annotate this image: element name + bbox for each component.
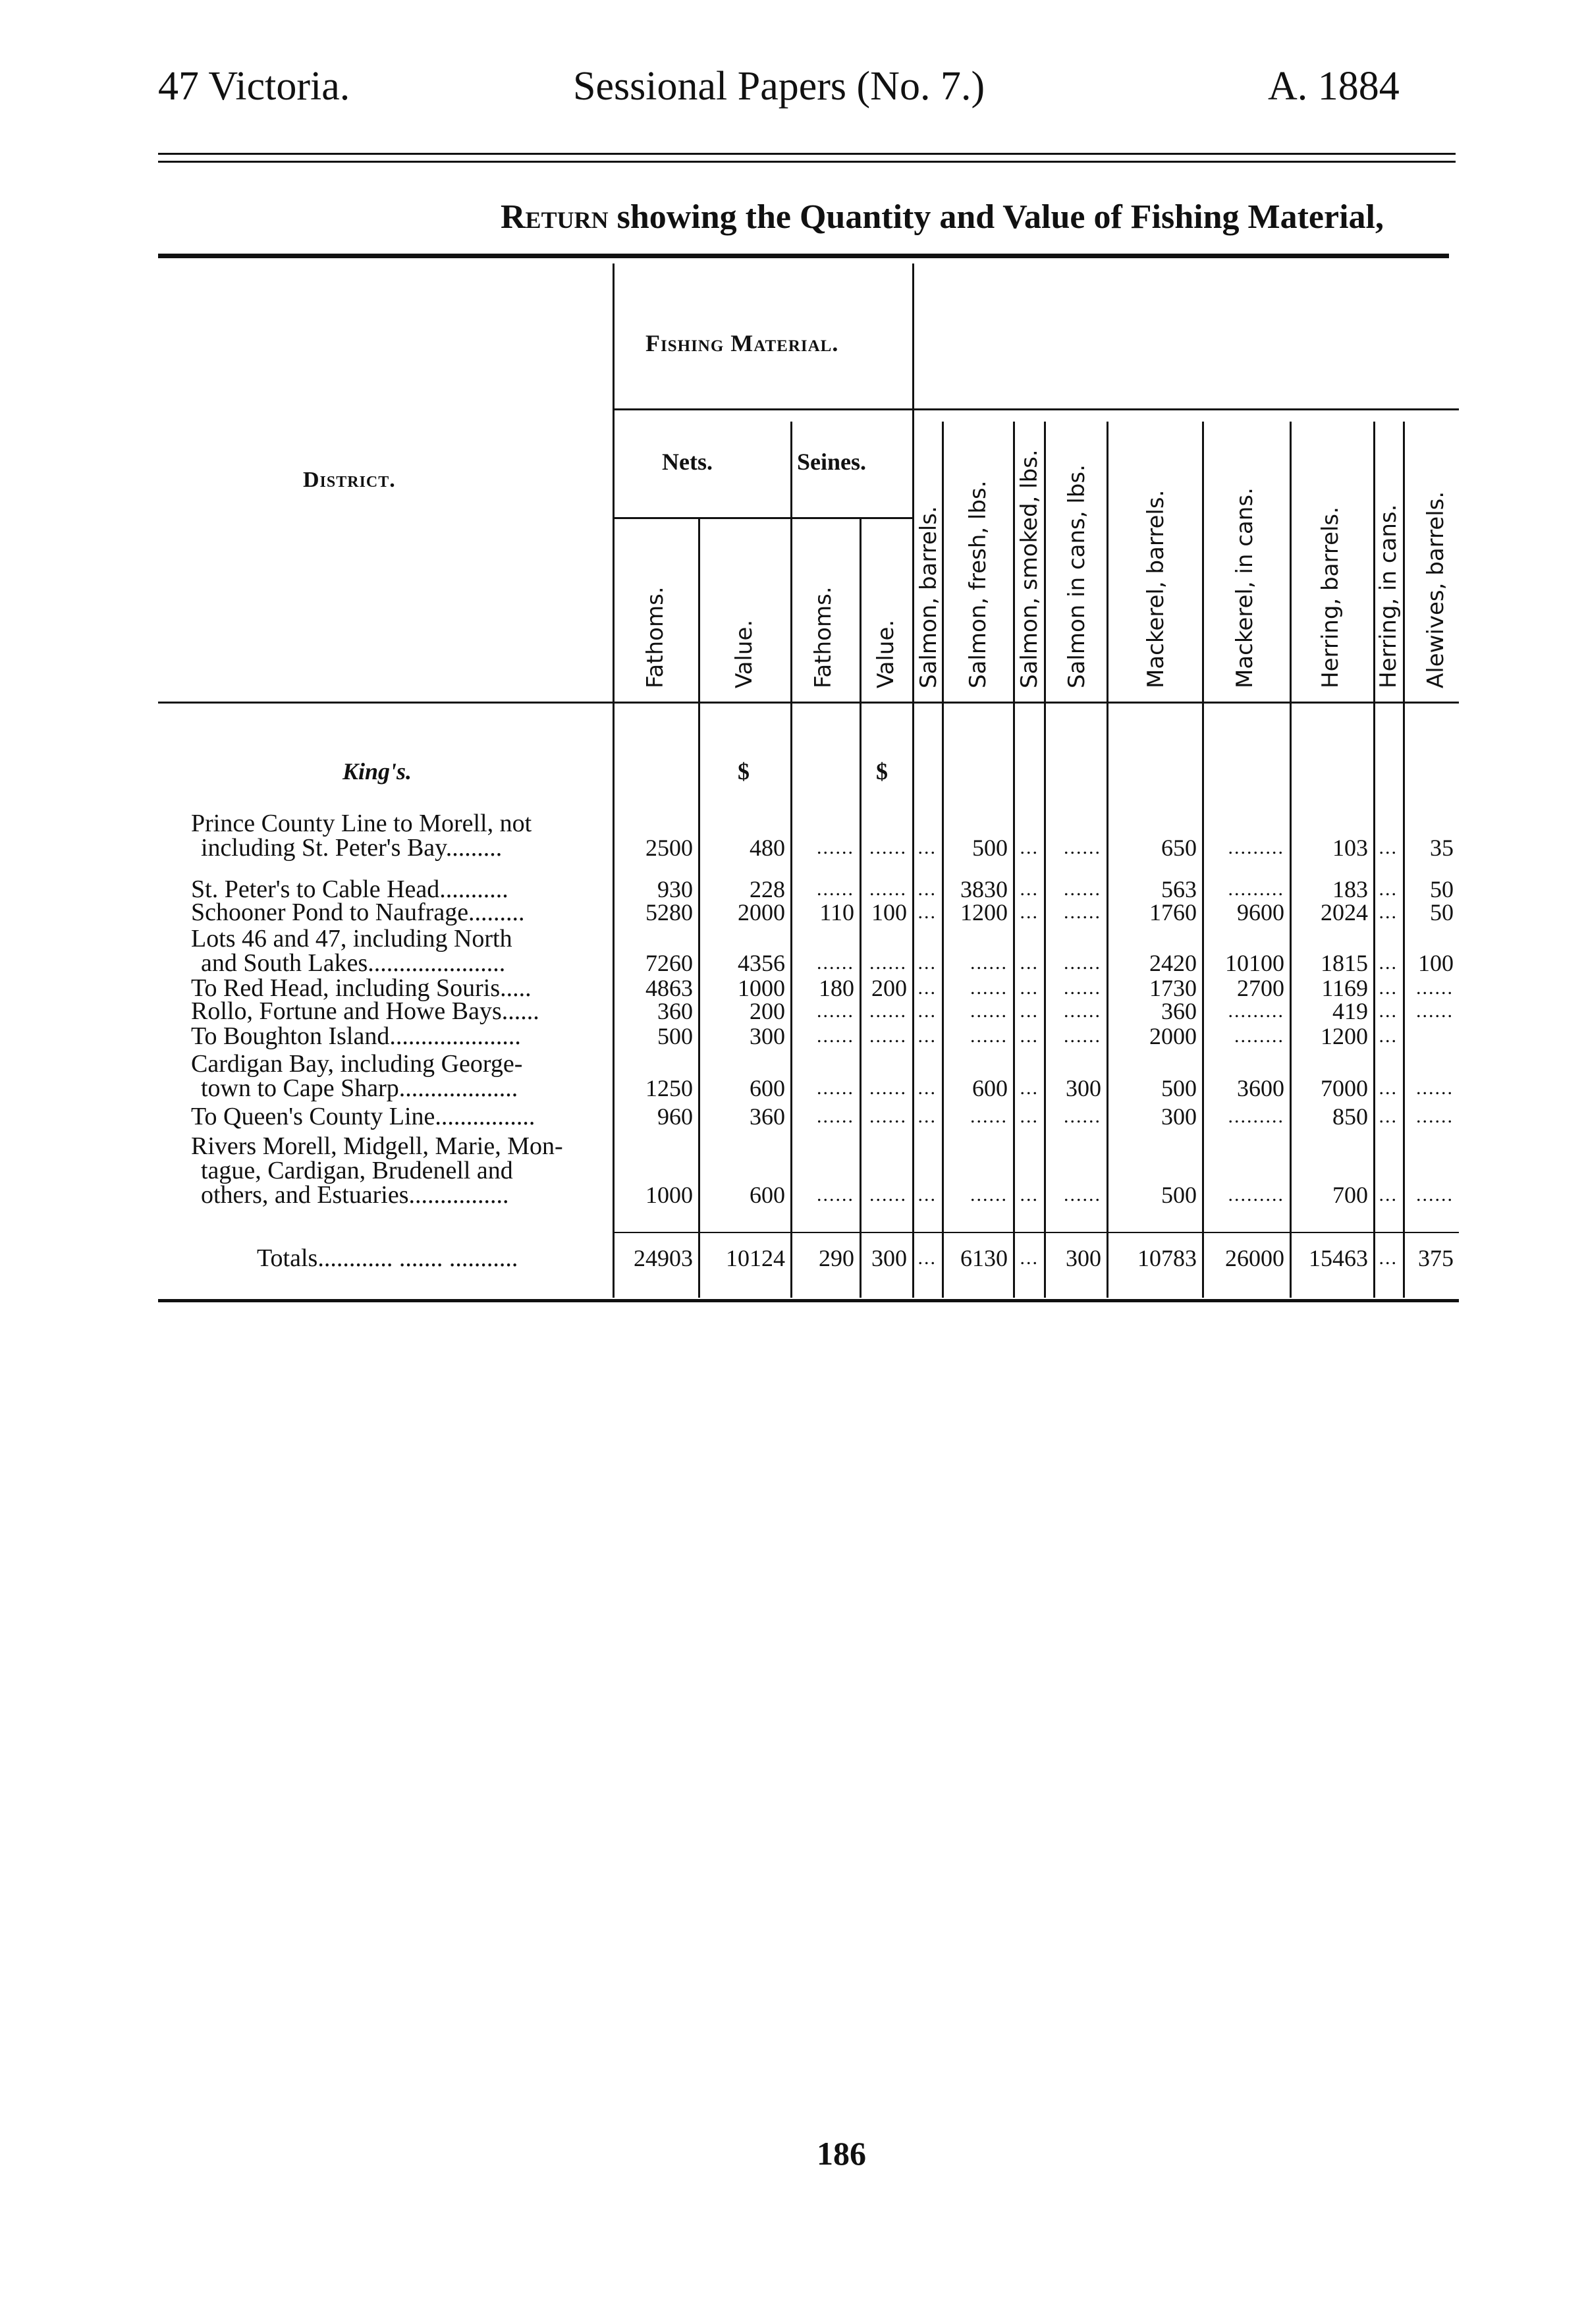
table-cell: ...... [1416, 1184, 1454, 1205]
totals-cell: 24903 [634, 1245, 693, 1271]
table-cell: ......... [1228, 1105, 1284, 1127]
table-cell: ...... [1064, 1000, 1101, 1022]
district-name: tague, Cardigan, Brudenell and [201, 1157, 513, 1184]
table-cell: ...... [869, 1077, 907, 1099]
col-salmon-cans-header: Salmon in cans, lbs. [1064, 464, 1090, 688]
table-cell: ... [1379, 1184, 1398, 1205]
table-cell: 960 [657, 1103, 693, 1130]
table-cell: 2500 [645, 835, 693, 861]
table-cell: 1169 [1321, 975, 1368, 1001]
totals-cell: 10783 [1137, 1245, 1197, 1271]
table-cell: ...... [1064, 1105, 1101, 1127]
table-cell: ...... [970, 977, 1008, 999]
totals-cell: 15463 [1309, 1245, 1368, 1271]
table-cell: ........ [1234, 1025, 1284, 1047]
table-cell: ...... [869, 1184, 907, 1205]
table-cell: 7000 [1321, 1075, 1368, 1101]
col-salmon-fresh-header: Salmon, fresh, lbs. [965, 480, 991, 688]
table-cell: ...... [817, 1184, 854, 1205]
table-cell: 1815 [1321, 950, 1368, 976]
table-cell: 228 [750, 876, 785, 902]
district-name: Prince County Line to Morell, not [191, 810, 532, 837]
col-fathoms-header: Fathoms. [642, 586, 669, 688]
table-cell: ...... [1416, 1000, 1454, 1022]
table-cell: 300 [1161, 1103, 1197, 1130]
header-rule-bottom [158, 161, 1456, 163]
table-cell: 2420 [1149, 950, 1197, 976]
table-cell: ... [917, 1184, 937, 1205]
table-cell: 650 [1161, 835, 1197, 861]
col-value-header: Value. [731, 619, 757, 688]
table-cell: 2000 [1149, 1023, 1197, 1049]
header-center: Sessional Papers (No. 7.) [573, 64, 985, 109]
district-name: Cardigan Bay, including George- [191, 1050, 523, 1078]
col-herring-barrels-header: Herring, barrels. [1317, 507, 1344, 688]
table-cell: ... [1379, 1000, 1398, 1022]
table-cell: ...... [817, 1000, 854, 1022]
table-cell: ... [917, 952, 937, 974]
totals-cell: 300 [871, 1245, 907, 1271]
table-cell: 3830 [960, 876, 1008, 902]
table-cell: 100 [871, 899, 907, 926]
table-cell: ...... [970, 1000, 1008, 1022]
totals-cell: ... [917, 1247, 937, 1269]
table-cell: ...... [869, 837, 907, 858]
table-cell: ... [1379, 878, 1398, 900]
dollar-sign-seines: $ [876, 758, 888, 785]
table-cell: ...... [869, 1025, 907, 1047]
table-cell: ... [1020, 952, 1039, 974]
table-cell: ... [1379, 952, 1398, 974]
table-cell: 419 [1332, 998, 1368, 1024]
table-cell: 1000 [738, 975, 785, 1001]
table-cell: ... [1020, 1000, 1039, 1022]
seines-header: Seines. [797, 449, 867, 475]
fishing-material-rule [613, 408, 1459, 410]
totals-cell: 26000 [1225, 1245, 1284, 1271]
table-cell: 2000 [738, 899, 785, 926]
table-cell: ... [917, 901, 937, 923]
table-cell: 360 [750, 1103, 785, 1130]
table-cell: 103 [1332, 835, 1368, 861]
district-name: and South Lakes...................... [201, 949, 506, 977]
header-right: A. 1884 [1268, 64, 1400, 109]
district-name: To Boughton Island..................... [191, 1022, 521, 1050]
table-cell: 600 [750, 1182, 785, 1208]
table-cell: 7260 [645, 950, 693, 976]
table-cell: ...... [869, 1000, 907, 1022]
table-cell: 4356 [738, 950, 785, 976]
table-cell: ... [1020, 1184, 1039, 1205]
table-cell: 1250 [645, 1075, 693, 1101]
table-cell: ... [1020, 837, 1039, 858]
col-mackerel-barrels-header: Mackerel, barrels. [1143, 489, 1169, 688]
table-cell: ...... [970, 952, 1008, 974]
table-cell: 480 [750, 835, 785, 861]
col-herring-cans-header: Herring, in cans. [1375, 504, 1402, 688]
dollar-sign-nets: $ [738, 758, 750, 785]
table-cell: 100 [1418, 950, 1454, 976]
district-name: Schooner Pond to Naufrage......... [191, 899, 525, 926]
district-name: Rivers Morell, Midgell, Marie, Mon- [191, 1132, 563, 1160]
table-cell: ... [1020, 878, 1039, 900]
caption-rest: showing the Quantity and Value of Fishing Material, [616, 198, 1384, 236]
district-header: District. [303, 468, 396, 492]
table-cell: 563 [1161, 876, 1197, 902]
table-cell: 35 [1430, 835, 1454, 861]
district-name: Lots 46 and 47, including North [191, 925, 512, 953]
table-cell: 200 [750, 998, 785, 1024]
header-bottom-rule [158, 702, 1459, 704]
table-cell: 1760 [1149, 899, 1197, 926]
table-cell: ...... [817, 952, 854, 974]
table-cell: 360 [1161, 998, 1197, 1024]
table-cell: 700 [1332, 1182, 1368, 1208]
totals-cell: 375 [1418, 1245, 1454, 1271]
col-mackerel-cans-header: Mackerel, in cans. [1232, 487, 1258, 688]
table-cell: ...... [970, 1105, 1008, 1127]
district-name: Rollo, Fortune and Howe Bays...... [191, 997, 539, 1025]
table-cell: ......... [1228, 1184, 1284, 1205]
column-divider [613, 263, 615, 1298]
table-cell: ......... [1228, 1000, 1284, 1022]
table-cell: 850 [1332, 1103, 1368, 1130]
table-cell: ... [1020, 977, 1039, 999]
table-cell: ...... [1064, 1184, 1101, 1205]
table-cell: ... [917, 977, 937, 999]
district-name: including St. Peter's Bay......... [201, 834, 503, 862]
table-cell: 930 [657, 876, 693, 902]
col-salmon-barrels-header: Salmon, barrels. [916, 506, 942, 688]
table-cell: ......... [1228, 878, 1284, 900]
table-cell: 500 [1161, 1075, 1197, 1101]
table-cell: ... [1379, 1105, 1398, 1127]
table-cell: 50 [1430, 876, 1454, 902]
table-cell: ... [1379, 837, 1398, 858]
table-cell: 10100 [1225, 950, 1284, 976]
table-cell: 1200 [960, 899, 1008, 926]
table-cell: ...... [1064, 1025, 1101, 1047]
totals-cell: ... [1020, 1247, 1039, 1269]
table-cell: 600 [750, 1075, 785, 1101]
totals-cell: 300 [1066, 1245, 1101, 1271]
col-seine-value-header: Value. [873, 619, 899, 688]
district-name: town to Cape Sharp................... [201, 1074, 518, 1102]
table-cell: ...... [817, 1025, 854, 1047]
table-cell: ...... [970, 1025, 1008, 1047]
totals-cell: ... [1379, 1247, 1398, 1269]
col-seine-fathoms-header: Fathoms. [810, 586, 836, 688]
table-cell: ... [917, 837, 937, 858]
table-cell: ...... [1416, 1105, 1454, 1127]
table-cell: ... [1020, 1105, 1039, 1127]
table-cell: 200 [871, 975, 907, 1001]
table-cell: 500 [657, 1023, 693, 1049]
table-cell: ...... [817, 837, 854, 858]
table-cell: ...... [1064, 878, 1101, 900]
table-cell: ... [1379, 977, 1398, 999]
table-cell: ...... [817, 878, 854, 900]
district-name: To Red Head, including Souris..... [191, 974, 532, 1002]
table-cell: ......... [1228, 837, 1284, 858]
section-kings: King's. [342, 758, 412, 785]
table-cell: ... [1379, 1025, 1398, 1047]
table-cell: 2024 [1321, 899, 1368, 926]
totals-cell: 10124 [726, 1245, 785, 1271]
table-cell: ... [1020, 1025, 1039, 1047]
table-cell: 110 [819, 899, 854, 926]
caption-rule [158, 254, 1449, 258]
table-cell: ... [917, 878, 937, 900]
table-cell: ...... [1064, 952, 1101, 974]
table-cell: 1200 [1321, 1023, 1368, 1049]
header-left: 47 Victoria. [158, 64, 350, 109]
district-name: To Queen's County Line................ [191, 1103, 535, 1130]
district-name: others, and Estuaries................ [201, 1181, 509, 1209]
table-cell: ... [917, 1077, 937, 1099]
table-bottom-rule [158, 1299, 1459, 1302]
table-cell: 50 [1430, 899, 1454, 926]
table-cell: ... [917, 1025, 937, 1047]
table-cell: ...... [817, 1105, 854, 1127]
table-cell: ... [917, 1105, 937, 1127]
table-cell: ... [917, 1000, 937, 1022]
table-cell: 183 [1332, 876, 1368, 902]
table-cell: ...... [869, 878, 907, 900]
table-cell: ...... [869, 952, 907, 974]
table-cell: 9600 [1237, 899, 1284, 926]
table-cell: ...... [970, 1184, 1008, 1205]
table-cell: 600 [972, 1075, 1008, 1101]
table-cell: 1000 [645, 1182, 693, 1208]
table-cell: 500 [1161, 1182, 1197, 1208]
table-cell: 500 [972, 835, 1008, 861]
table-cell: ... [1020, 1077, 1039, 1099]
table-cell: 300 [1066, 1075, 1101, 1101]
table-cell: ... [1379, 1077, 1398, 1099]
caption-lead: Return [501, 198, 609, 236]
district-name: St. Peter's to Cable Head........... [191, 875, 508, 903]
table-cell: ...... [817, 1077, 854, 1099]
totals-rule [613, 1232, 1459, 1233]
table-cell: ...... [1416, 977, 1454, 999]
totals-cell: 290 [819, 1245, 854, 1271]
table-cell: ...... [1064, 901, 1101, 923]
totals-label: Totals............ ....... ........... [257, 1244, 518, 1272]
table-cell: 5280 [645, 899, 693, 926]
totals-cell: 6130 [960, 1245, 1008, 1271]
page-number: 186 [817, 2135, 866, 2172]
table-caption [501, 198, 1384, 236]
nets-header: Nets. [662, 449, 713, 475]
table-cell: ... [1379, 901, 1398, 923]
table-cell: 180 [819, 975, 854, 1001]
nets-seines-rule [613, 517, 912, 519]
table-cell: 300 [750, 1023, 785, 1049]
fishing-material-header: Fishing Material. [645, 330, 839, 356]
table-cell: 3600 [1237, 1075, 1284, 1101]
table-cell: ...... [1064, 837, 1101, 858]
column-divider [912, 263, 914, 1298]
table-cell: ... [1020, 901, 1039, 923]
table-cell: ...... [1064, 977, 1101, 999]
table-cell: ...... [869, 1105, 907, 1127]
table-cell: 4863 [645, 975, 693, 1001]
table-cell: 360 [657, 998, 693, 1024]
col-salmon-smoked-header: Salmon, smoked, lbs. [1016, 449, 1043, 688]
table-cell: 2700 [1237, 975, 1284, 1001]
table-cell: 1730 [1149, 975, 1197, 1001]
col-alewives-header: Alewives, barrels. [1423, 491, 1449, 688]
table-cell: ...... [1416, 1077, 1454, 1099]
header-rule-top [158, 153, 1456, 155]
